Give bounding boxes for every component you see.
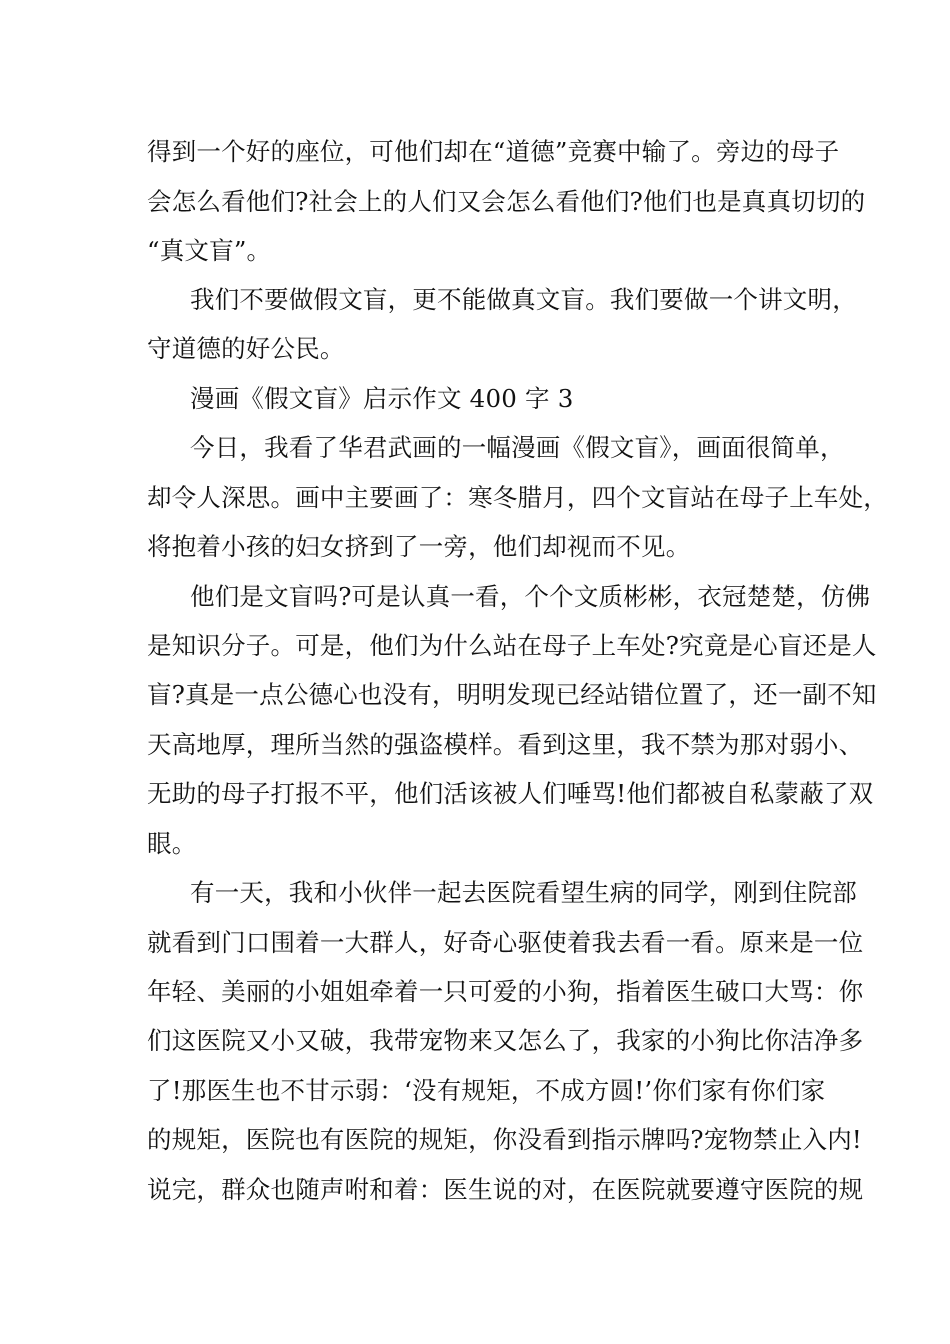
paragraph-line: 们这医院又小又破，我带宠物来又怎么了，我家的小狗比你洁净多 (147, 1026, 864, 1055)
paragraph-line: 无助的母子打报不平，他们活该被人们唾骂!他们都被自私蒙蔽了双 (147, 779, 874, 808)
paragraph-line: 是知识分子。可是，他们为什么站在母子上车处?究竟是心盲还是人 (147, 631, 877, 660)
paragraph-line: “真文盲”。 (147, 236, 272, 265)
paragraph-line: 有一天，我和小伙伴一起去医院看望生病的同学，刚到住院部 (190, 878, 857, 907)
paragraph-line: 了!那医生也不甘示弱：‘没有规矩，不成方圆!’你们家有你们家 (147, 1076, 826, 1105)
paragraph-line: 守道德的好公民。 (147, 334, 345, 363)
paragraph-line: 说完，群众也随声咐和着：医生说的对，在医院就要遵守医院的规 (147, 1175, 864, 1204)
paragraph-line: 眼。 (147, 829, 197, 858)
paragraph-line: 今日，我看了华君武画的一幅漫画《假文盲》，画面很简单， (190, 433, 845, 462)
section-heading: 漫画《假文盲》启示作文 400 字 3 (190, 384, 574, 413)
paragraph-line: 会怎么看他们?社会上的人们又会怎么看他们?他们也是真真切切的 (147, 187, 866, 216)
paragraph-line: 就看到门口围着一大群人，好奇心驱使着我去看一看。原来是一位 (147, 928, 864, 957)
paragraph-line: 得到一个好的座位，可他们却在“道德”竞赛中输了。旁边的母子 (147, 137, 840, 166)
paragraph-line: 盲?真是一点公德心也没有，明明发现已经站错位置了，还一副不知 (147, 680, 877, 709)
paragraph-line: 他们是文盲吗?可是认真一看，个个文质彬彬，衣冠楚楚，仿佛 (190, 582, 871, 611)
paragraph-line: 年轻、美丽的小姐姐牵着一只可爱的小狗，指着医生破口大骂：你 (147, 977, 864, 1006)
paragraph-line: 将抱着小孩的妇女挤到了一旁，他们却视而不见。 (147, 532, 691, 561)
paragraph-line: 却令人深思。画中主要画了：寒冬腊月，四个文盲站在母子上车处， (147, 483, 888, 512)
paragraph-line: 天高地厚，理所当然的强盗模样。看到这里，我不禁为那对弱小、 (147, 730, 864, 759)
paragraph-line: 我们不要做假文盲，更不能做真文盲。我们要做一个讲文明， (190, 285, 857, 314)
paragraph-line: 的规矩，医院也有医院的规矩，你没看到指示牌吗?宠物禁止入内! (147, 1125, 862, 1154)
